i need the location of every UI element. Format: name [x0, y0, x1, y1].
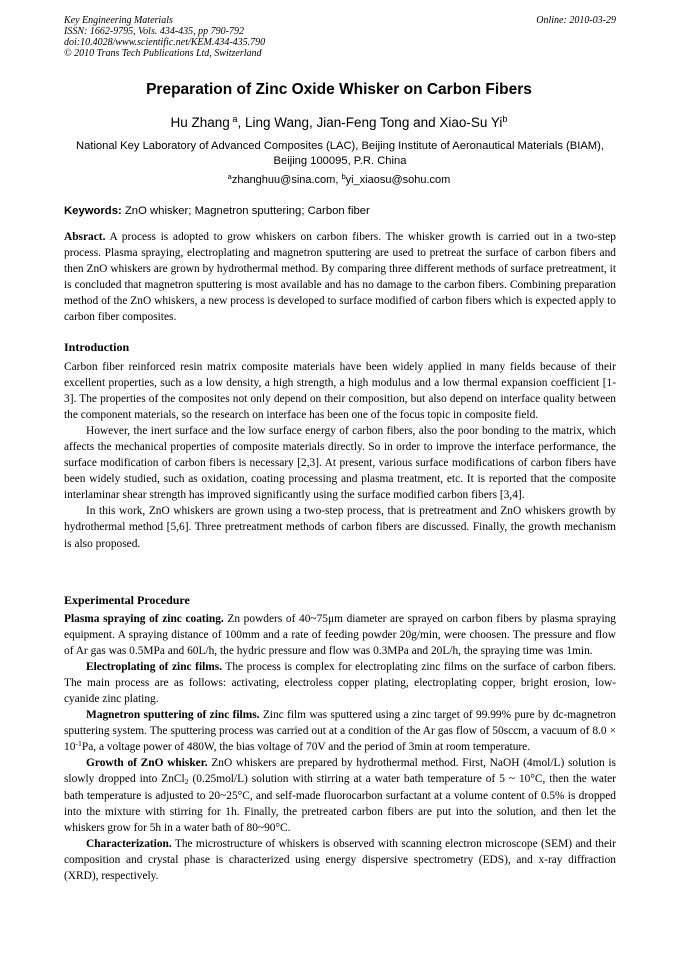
- introduction-body: [64, 359, 616, 552]
- paragraph: Carbon fiber reinforced resin matrix composite materials have been widely applied in many fields because of their excellent properties, such as a low density, a high strength, a high modulus and a low thermal expansion coefficient [1-3]. The properties of the composites not only depend on their composition, but also depend on interface quality between the component materials, so the research on interface has been one of the focus topic in composite field.: [64, 361, 616, 422]
- introduction-heading: [64, 340, 616, 355]
- section-title: Introduction: [64, 340, 130, 354]
- abstract-text: A process is adopted to grow whiskers on carbon fibers. The whisker growth is carried out in a two-step process. Plasma spraying, electroplating and magnetron sputtering are used to pretreat the surface of carbon fibers and then ZnO whiskers are grown by hydrothermal method. By comparing three different methods of surface pretreatment, it is concluded that magnetron sputtering is most available and has no damage to the carbon fibers. Combining preparation method of the ZnO whiskers, a new process is developed to surface modified of carbon fibers which is expected apply to carbon fiber composites.: [64, 231, 616, 324]
- paragraph: [64, 755, 616, 835]
- run-in-heading: Plasma spraying of zinc coating.: [64, 613, 224, 625]
- other-authors: , Ling Wang, Jian-Feng Tong and Xiao-Su Yi: [237, 115, 503, 130]
- paragraph-text: The microstructure of whiskers is observed with scanning electron microscope (SEM) and their composition and crystal phase is characterized using energy dispersive spectrometry (EDS), and x-ray diffraction (XRD), respectively.: [64, 837, 616, 882]
- run-in-heading: Growth of ZnO whisker.: [86, 757, 208, 770]
- doi-line: doi:10.4028/www.scientific.net/KEM.434-435.790: [64, 37, 266, 48]
- experimental-heading: [64, 593, 616, 608]
- paragraph-text: (0.25mol/L) solution with stirring at a water bath temperature of 5 ~ 10°C, then the water bath temperature is adjusted to 20~25°C, and self-made fluorocarbon surfactant at a volume content of 0.5% is dropped into the mixture with stirring for 1h. Finally, the pretreated carbon fibers are put into the solution, and then let the whiskers grow for 5h in a water bath of 80~90°C.: [64, 773, 616, 834]
- section-title: Experimental Procedure: [64, 593, 190, 607]
- paragraph-text: Pa, a voltage power of 480W, the bias voltage of 70V and the period of 3min at room temperature.: [81, 741, 531, 754]
- paragraph-text: ZnO whiskers are prepared by hydrothermal method. First, NaOH (4mol/L) solution is slowly dropped into ZnCl: [64, 757, 616, 786]
- journal-name: Key Engineering Materials: [64, 15, 173, 26]
- author-list: [0, 115, 678, 130]
- author-emails: [0, 171, 678, 186]
- issn-line: ISSN: 1662-9795, Vols. 434-435, pp 790-792: [64, 26, 244, 37]
- paragraph: [64, 611, 616, 659]
- author-sup-a: a: [232, 113, 238, 124]
- first-author: Hu Zhang: [170, 115, 230, 130]
- keywords-text: ZnO whisker; Magnetron sputtering; Carbon fiber: [121, 205, 370, 217]
- keywords: [64, 205, 616, 217]
- author-sup-b: b: [502, 113, 508, 124]
- email-a: zhanghuu@sina.com,: [231, 174, 342, 186]
- subscript: 2: [184, 777, 189, 787]
- paragraph-text: Zinc film was sputtered using a zinc target of 99.99% pure by dc-magnetron sputtering system. The sputtering process was carried out at a condition of the Ar gas flow of 50sccm, a vacuum of 8.0 × 10: [64, 709, 616, 754]
- exponent: -1: [75, 739, 82, 749]
- affiliation: National Key Laboratory of Advanced Composites (LAC), Beijing Institute of Aeronautical Materials (BIAM), Beijing 100095, P.R. China: [76, 140, 604, 167]
- abstract-label: Absract.: [64, 231, 106, 243]
- run-in-heading: Characterization.: [86, 837, 172, 850]
- run-in-heading: Magnetron sputtering of zinc films.: [86, 709, 260, 722]
- experimental-body: [64, 611, 616, 884]
- journal-header: [64, 15, 616, 59]
- paragraph: In this work, ZnO whiskers are grown using a two-step process, that is pretreatment and ZnO whiskers growth by hydrothermal method [5,6]. Three pretreatment methods of carbon fibers are discussed. Finally, the growth mechanism is also proposed.: [64, 505, 616, 550]
- copyright-line: © 2010 Trans Tech Publications Ltd, Switzerland: [64, 48, 262, 59]
- email-sup-b: b: [341, 171, 346, 181]
- paragraph: [64, 707, 616, 755]
- run-in-heading: Electroplating of zinc films.: [86, 661, 223, 674]
- email-sup-a: a: [227, 171, 232, 181]
- paragraph-text: Zn powders of 40~75μm diameter are sprayed on carbon fibers by plasma spraying equipment. A spraying distance of 100mm and a rate of feeding powder 20g/min, were choosen. The pressure and flow of Ar gas was 0.5MPa and 60L/h, the hydric pressure and flow was 0.3MPa and 20L/h, the spraying time was 1min.: [64, 613, 616, 658]
- online-date: Online: 2010-03-29: [536, 15, 616, 26]
- paragraph-text: The process is complex for electroplating zinc films on the surface of carbon fibers. The main process are as follows: activating, electroless copper plating, electroplating copper, bright erosion, low-cyanide zinc plating.: [64, 661, 616, 706]
- keywords-label: Keywords:: [64, 205, 122, 217]
- paragraph: [64, 659, 616, 707]
- paragraph: However, the inert surface and the low surface energy of carbon fibers, also the poor bonding to the matrix, which affects the mechanical properties of composite materials directly. So in order to improve the interface performance, the surface modification of carbon fibers is necessary [2,3]. At present, various surface modifications of carbon fibers have been widely studied, such as oxidation, coating processing and plasma treatment, etc. It is reported that the composite interlaminar shear strength has improved significantly using the surface modified carbon fibers [3,4].: [64, 425, 616, 502]
- paper-title: Preparation of Zinc Oxide Whisker on Carbon Fibers: [146, 81, 532, 98]
- paragraph: [64, 836, 616, 884]
- abstract: [64, 229, 616, 325]
- email-b: yi_xiaosu@sohu.com: [345, 174, 451, 186]
